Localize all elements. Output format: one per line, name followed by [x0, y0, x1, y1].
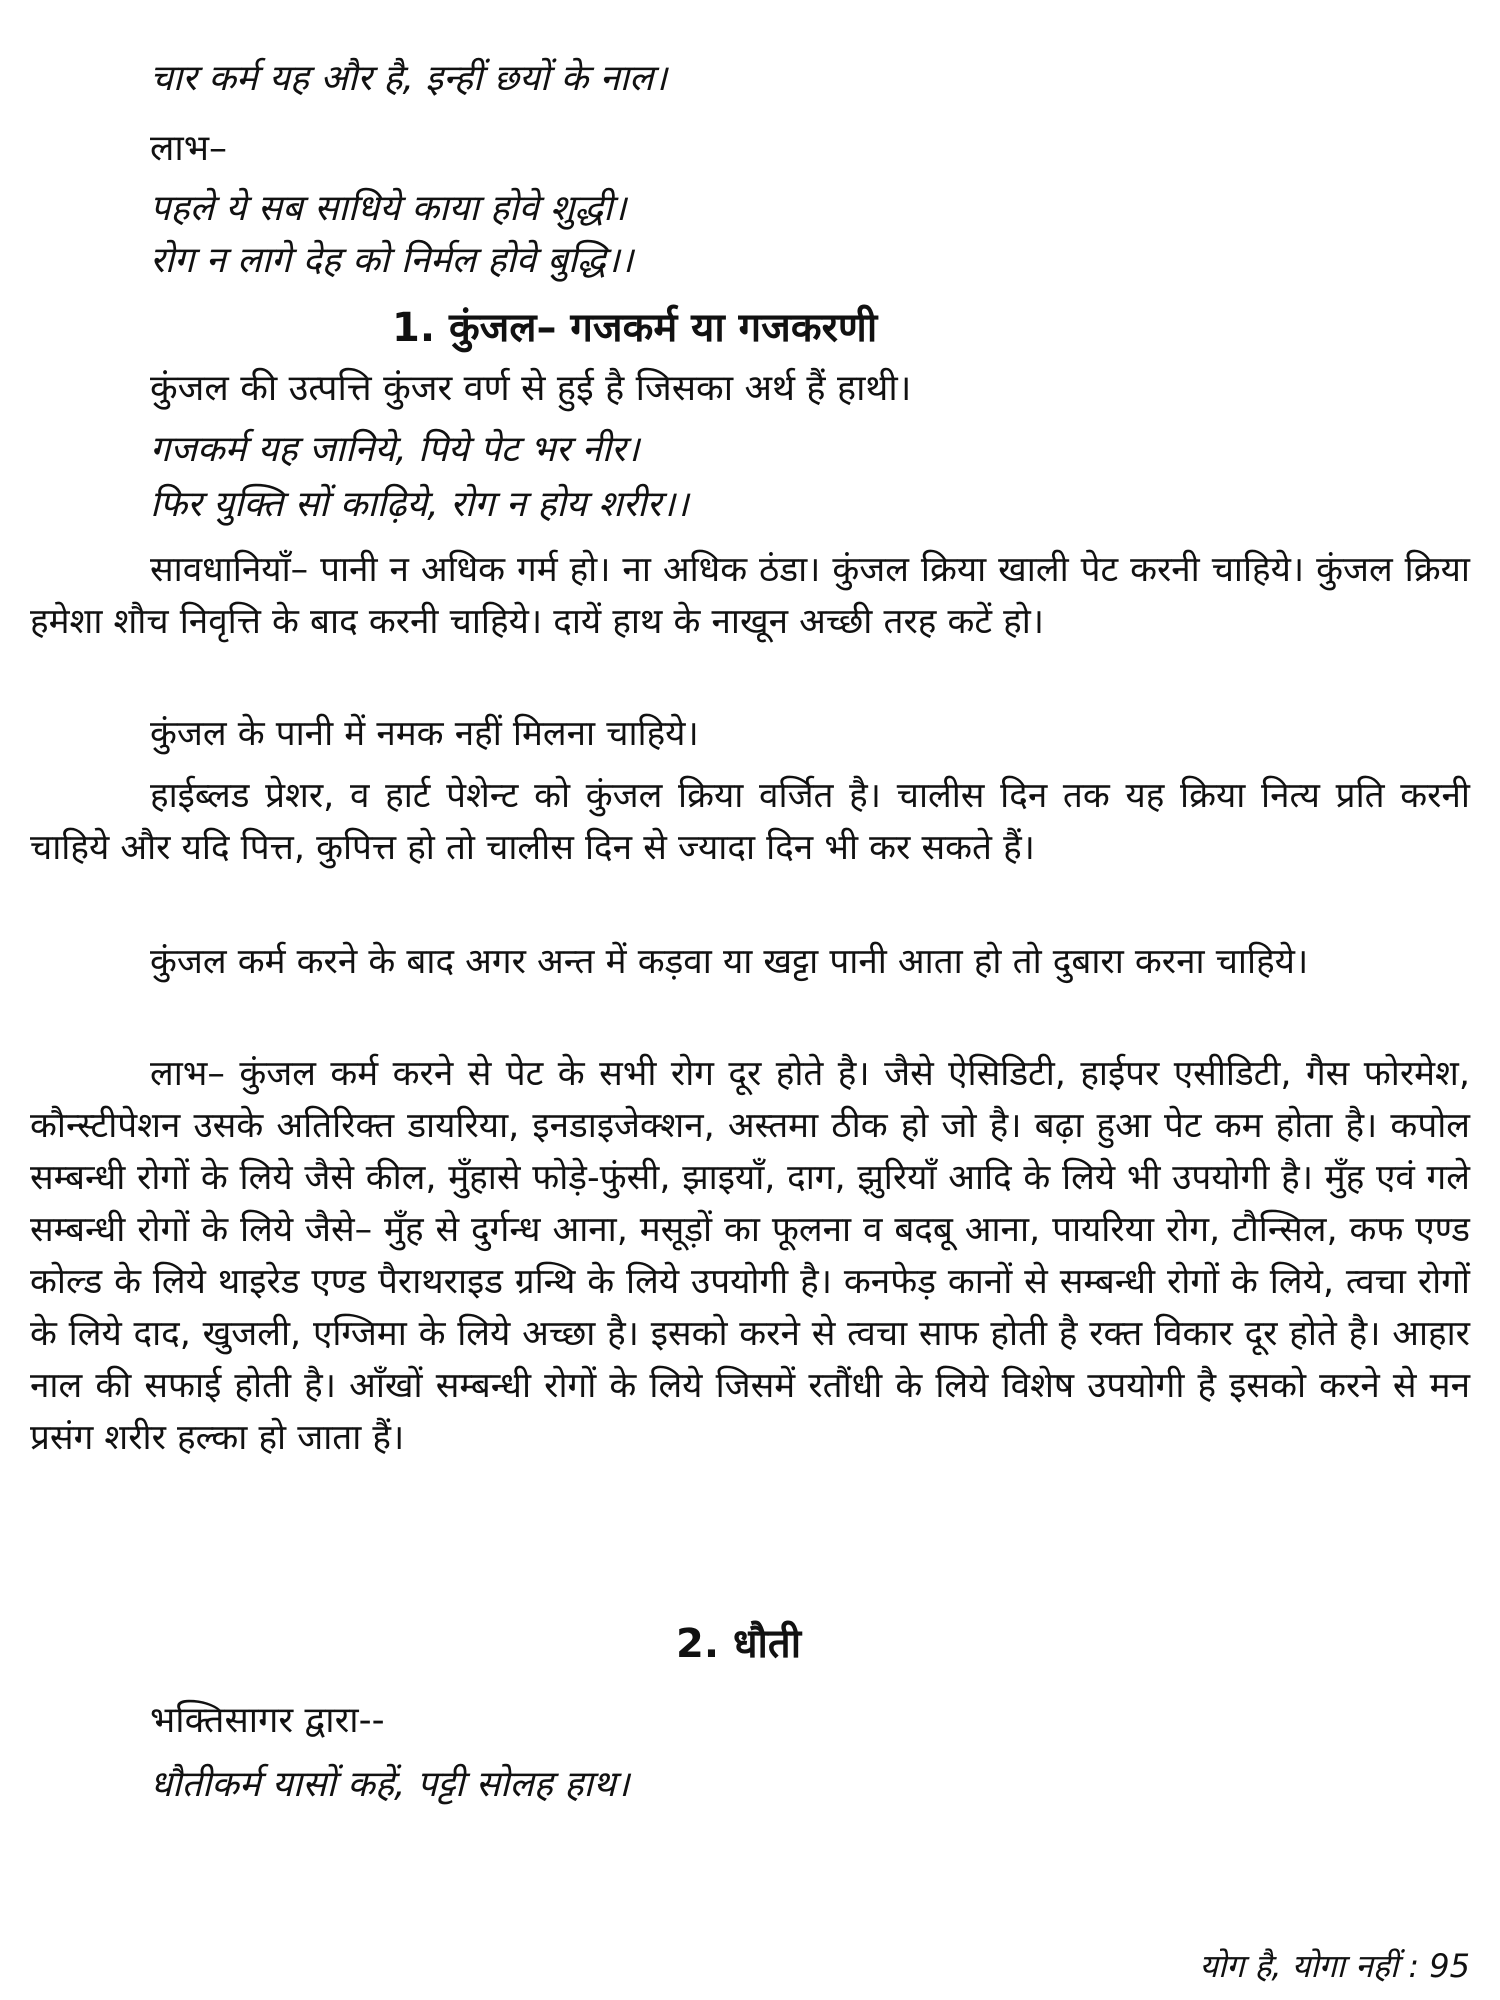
paragraph-blood-pressure: हाईब्लड प्रेशर, व हार्ट पेशेन्ट को कुंजल क्रिया वर्जित है। चालीस दिन तक यह क्रिया नित्य प्रति करनी चाहिये और यदि पित्त, कुपित्त हो तो चालीस दिन से ज्यादा दिन भी कर सकते हैं। [30, 776, 1470, 868]
paragraph-benefits: लाभ– कुंजल कर्म करने से पेट के सभी रोग दूर होते है। जैसे ऐसिडिटी, हाईपर एसीडिटी, गैस फोरमेश, कौन्स्टीपेशन उसके अतिरिक्त डायरिया, इनडाइजेक्शन, अस्तमा ठीक हो जो है। बढ़ा हुआ पेट कम होता है। कपोल सम्बन्धी रोगों के लिये जैसे कील, मुँहासे फोड़े-फुंसी, झाइयाँ, दाग, झुरियाँ आदि के लिये भी उपयोगी है। मुँह एवं गले सम्बन्धी रोगों के लिये जैसे– मुँह से दुर्गन्ध आना, मसूड़ों का फूलना व बदबू आना, पायरिया रोग, टौन्सिल, कफ एण्ड कोल्ड के लिये थाइरेड एण्ड पैराथराइड ग्रन्थि के लिये उपयोगी है। कनफेड़ कानों से सम्बन्धी रोगों के लिये, त्वचा रोगों के लिये दाद, खुजली, एग्जिमा के लिये अच्छा है। इसको करने से त्वचा साफ होती है रक्त विकार दूर होते है। आहार नाल की सफाई होती है। आँखों सम्बन्धी रोगों के लिये जिसमें रतौंधी के लिये विशेष उपयोगी है इसको करने से मन प्रसंग शरीर हल्का हो जाता हैं। [30, 1054, 1470, 1458]
label-benefits: लाभ– [150, 128, 228, 169]
verse-line: गजकर्म यह जानिये, पिये पेट भर नीर। [150, 429, 640, 470]
verse-line: फिर युक्ति सों काढ़िये, रोग न होय शरीर।। [150, 484, 689, 525]
section-heading: 1. कुंजल– गजकर्म या गजकरणी [392, 305, 878, 351]
verse-line: रोग न लागे देह को निर्मल होवे बुद्धि।। [150, 240, 634, 281]
paragraph-precautions: सावधानियाँ– पानी न अधिक गर्म हो। ना अधिक ठंडा। कुंजल क्रिया खाली पेट करनी चाहिये। कुंजल क्रिया हमेशा शौच निवृत्ति के बाद करनी चाहिये। दायें हाथ के नाखून अच्छी तरह कटें हो। [30, 550, 1470, 642]
section-heading: 2. धौती [676, 1621, 802, 1667]
intro-line: कुंजल की उत्पत्ति कुंजर वर्ण से हुई है जिसका अर्थ हैं हाथी। [150, 368, 912, 409]
paragraph-repeat: कुंजल कर्म करने के बाद अगर अन्त में कड़वा या खट्टा पानी आता हो तो दुबारा करना चाहिये। [150, 942, 1309, 982]
verse-line: चार कर्म यह और है, इन्हीं छयों के नाल। [150, 58, 668, 99]
page-footer: योग है, योगा नहीं : 95 [1199, 1947, 1470, 1985]
verse-line: पहले ये सब साधिये काया होवे शुद्धी। [150, 188, 627, 229]
source-label: भक्तिसागर द्वारा-- [150, 1700, 385, 1741]
paragraph-salt: कुंजल के पानी में नमक नहीं मिलना चाहिये। [150, 714, 699, 754]
verse-line: धौतीकर्म यासों कहें, पट्टी सोलह हाथ। [150, 1764, 630, 1805]
